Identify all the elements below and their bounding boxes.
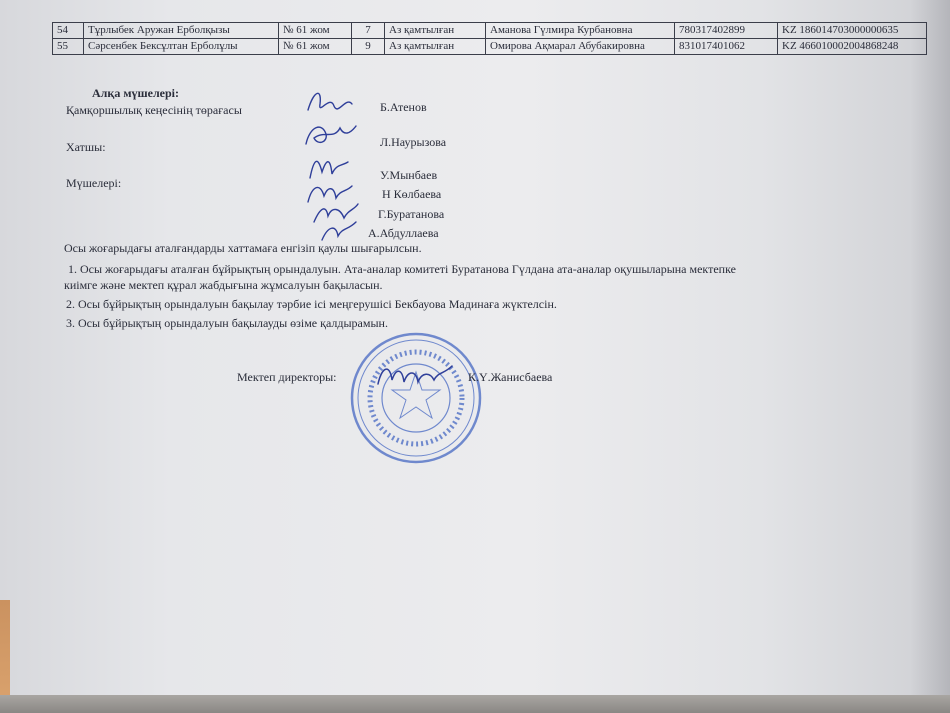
cell-iin: 780317402899 — [675, 23, 778, 39]
director-label: Мектеп директоры: — [237, 370, 337, 384]
decision-item-2: 2. Осы бұйрықтың орындалуын бақылау тәрбие ісі меңгерушісі Бекбауова Мадинаға жүктелсін. — [66, 297, 557, 311]
official-stamp — [346, 328, 486, 468]
decision-intro: Осы жоғарыдағы аталғандарды хаттамаға енгізіп қаулы шығарылсын. — [64, 241, 422, 255]
decision-item-1: 1. Осы жоғарыдағы аталған бұйрықтың орындалуын. Ата-аналар комитеті Буратанова Гүлдана ата-аналар оқушыларына мектепке — [68, 262, 736, 276]
secretary-name: Л.Наурызова — [380, 135, 447, 149]
cell-number: 55 — [53, 39, 84, 55]
cell-grade: 9 — [352, 39, 385, 55]
decision-item-3: 3. Осы бұйрықтың орындалуын бақылауды өзіме қалдырамын. — [66, 316, 388, 330]
cell-account: KZ 186014703000000635 — [778, 23, 927, 39]
cell-grade: 7 — [352, 23, 385, 39]
member-signature — [310, 161, 348, 178]
cell-status: Аз қамтылған — [385, 39, 486, 55]
chair-name: Б.Атенов — [380, 100, 427, 114]
background-object — [0, 600, 10, 700]
member-name: У.Мынбаев — [380, 168, 438, 182]
table-row — [53, 39, 927, 55]
decision-item-1-cont: киімге және мектеп құрал жабдығына жұмсалуын бақыласын. — [64, 278, 383, 292]
member-signature — [322, 222, 356, 240]
cell-parent: Аманова Гүлмира Курбановна — [486, 23, 675, 39]
commission-signatures — [300, 86, 390, 246]
director-signature — [372, 358, 462, 398]
secretary-label: Хатшы: — [66, 140, 106, 154]
cell-number: 54 — [53, 23, 84, 39]
chair-label: Қамқоршылық кеңесінің төрағасы — [66, 103, 242, 117]
member-signature — [314, 204, 358, 222]
member-name: Г.Буратанова — [378, 207, 445, 221]
member-name: Н Көлбаева — [382, 187, 442, 201]
page-shadow — [910, 0, 950, 713]
recipients-table — [52, 22, 927, 55]
cell-school: № 61 жом — [279, 39, 352, 55]
cell-iin: 831017401062 — [675, 39, 778, 55]
cell-parent: Омирова Ақмарал Абубакировна — [486, 39, 675, 55]
cell-student-name: Тұрлыбек Аружан Ерболқызы — [84, 23, 279, 39]
cell-student-name: Сәрсенбек Бексұлтан Ерболұлы — [84, 39, 279, 55]
chair-signature — [308, 93, 352, 110]
commission-heading: Алқа мүшелері: — [92, 86, 180, 100]
cell-account: KZ 466010002004868248 — [778, 39, 927, 55]
director-name: К.Ү.Жанисбаева — [468, 370, 553, 384]
background-surface — [0, 695, 950, 713]
cell-school: № 61 жом — [279, 23, 352, 39]
secretary-signature — [306, 126, 356, 144]
cell-status: Аз қамтылған — [385, 23, 486, 39]
member-name: А.Абдуллаева — [368, 226, 439, 240]
table-row — [53, 23, 927, 39]
members-label: Мүшелері: — [66, 176, 122, 190]
member-signature — [308, 186, 352, 202]
